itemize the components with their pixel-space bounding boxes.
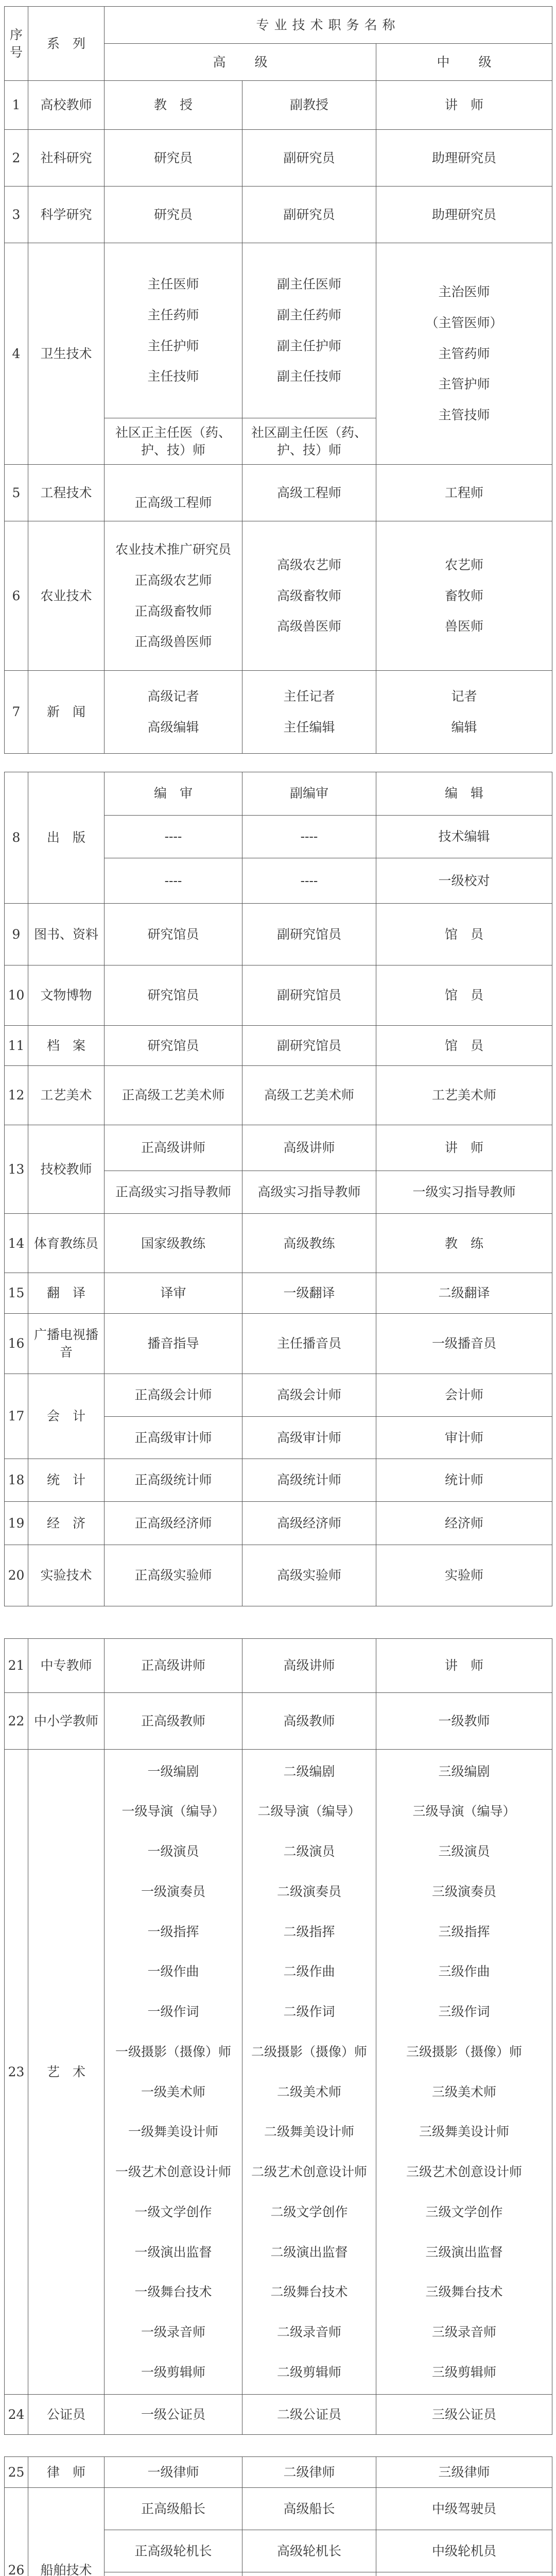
table-row — [5, 1125, 552, 1171]
row-vice: 高级教练 — [242, 1214, 376, 1273]
row-no: 19 — [5, 1502, 28, 1545]
row-high — [105, 1750, 242, 2395]
row-high: 播音指导 — [105, 1313, 242, 1374]
title-item: 编辑 — [451, 720, 477, 735]
title-item: 三级录音师 — [431, 2325, 496, 2340]
title-item: 三级摄影（摄像）师 — [406, 2044, 522, 2059]
title-item: 三级作词 — [438, 2004, 490, 2019]
title-table-part-3 — [4, 1638, 552, 2435]
row-series: 经 济 — [28, 1502, 105, 1545]
header-series: 系 列 — [28, 7, 105, 81]
table-row — [5, 1066, 552, 1125]
row-vice: 高级工程师 — [242, 465, 376, 521]
table-row — [5, 1545, 552, 1606]
row-vice: 副教授 — [242, 81, 376, 130]
row-series: 翻 译 — [28, 1273, 105, 1313]
row-vice: ---- — [242, 815, 376, 858]
row-high: ---- — [105, 858, 242, 904]
row-series: 工艺美术 — [28, 1066, 105, 1125]
row-high: 正高级工程师 — [105, 465, 242, 521]
row-mid: 助理研究员 — [376, 130, 552, 187]
row-series: 船舶技术 — [28, 2488, 105, 2576]
row-mid: 工艺美术师 — [376, 1066, 552, 1125]
row-vice: 主任播音员 — [242, 1313, 376, 1374]
row-vice: 高级会计师 — [242, 1374, 376, 1417]
title-item: 一级演奏员 — [141, 1884, 205, 1899]
row-no: 5 — [5, 465, 28, 521]
row-no: 2 — [5, 130, 28, 187]
title-item: 二级舞台技术 — [270, 2284, 348, 2300]
row-mid: 教 练 — [376, 1214, 552, 1273]
title-item: 农艺师 — [444, 557, 483, 572]
title-item: 二级作词 — [283, 2004, 335, 2019]
row-mid: 工程师 — [376, 465, 552, 521]
row-high — [105, 243, 242, 418]
row-mid — [376, 243, 552, 465]
row-mid: 馆 员 — [376, 903, 552, 965]
row-mid: 审计师 — [376, 1417, 552, 1459]
row-mid: 一级播音员 — [376, 1313, 552, 1374]
table-row — [5, 903, 552, 965]
title-table-part-4 — [4, 2456, 552, 2576]
row-high: 正高级轮机长 — [105, 2530, 242, 2572]
table-row — [5, 1214, 552, 1273]
table-row — [5, 2395, 552, 2435]
row-series: 会 计 — [28, 1374, 105, 1459]
row-mid: 讲 师 — [376, 81, 552, 130]
title-item: 二级编剧 — [283, 1764, 335, 1779]
row-mid: 技术编辑 — [376, 815, 552, 858]
row-mid: 一级教师 — [376, 1693, 552, 1750]
row-vice: 副编审 — [242, 772, 376, 816]
row-no: 6 — [5, 521, 28, 671]
title-item: 高级编辑 — [147, 720, 199, 735]
row-mid — [376, 671, 552, 754]
title-item: 二级演员 — [283, 1844, 335, 1859]
title-item: 一级美术师 — [141, 2084, 205, 2099]
title-item: （主管医师） — [425, 315, 503, 330]
row-high: 研究馆员 — [105, 1025, 242, 1065]
title-item: 主管技师 — [438, 408, 490, 423]
row-vice — [242, 521, 376, 671]
title-item: 一级文学创作 — [134, 2204, 212, 2219]
table-row — [5, 1750, 552, 2395]
row-mid: 中级轮机员 — [376, 2530, 552, 2572]
title-item: 主任技师 — [147, 369, 199, 384]
title-item: 一级导演（编导） — [121, 1804, 225, 1819]
title-table-part-2 — [4, 772, 552, 1606]
row-high: 研究员 — [105, 130, 242, 187]
row-high: 正高级讲师 — [105, 1125, 242, 1171]
row-high — [105, 2572, 242, 2576]
header-title — [105, 7, 552, 44]
title-item: 一级编剧 — [147, 1764, 199, 1779]
title-item: 二级导演（编导） — [257, 1804, 361, 1819]
table-row — [5, 1374, 552, 1417]
row-series: 档 案 — [28, 1025, 105, 1065]
row-high: 正高级教师 — [105, 1693, 242, 1750]
title-item: 一级录音师 — [141, 2325, 205, 2340]
title-item: 三级演奏员 — [431, 1884, 496, 1899]
row-high: 正高级会计师 — [105, 1374, 242, 1417]
title-item: 二级摄影（摄像）师 — [251, 2044, 367, 2059]
title-item: 主管护师 — [438, 377, 490, 392]
table-row — [5, 1502, 552, 1545]
row-high: 研究员 — [105, 187, 242, 243]
row-no: 12 — [5, 1066, 28, 1125]
row-no: 3 — [5, 187, 28, 243]
title-item: 一级舞台技术 — [134, 2284, 212, 2300]
table-row — [5, 465, 552, 521]
title-item: 二级美术师 — [276, 2084, 341, 2099]
row-vice: 二级公证员 — [242, 2395, 376, 2435]
row-vice: 副研究馆员 — [242, 1025, 376, 1065]
row-mid — [376, 2572, 552, 2576]
title-item: 副主任医师 — [276, 277, 341, 292]
title-item: 高级兽医师 — [276, 619, 341, 634]
table-row — [5, 671, 552, 754]
header-high-text: 高级 — [213, 54, 297, 70]
row-high: 编 审 — [105, 772, 242, 816]
title-table-part-1 — [4, 6, 552, 754]
row-vice — [242, 671, 376, 754]
title-item: 正高级兽医师 — [134, 634, 212, 650]
title-item: 一级演出监督 — [134, 2244, 212, 2260]
title-item: 一级摄影（摄像）师 — [115, 2044, 231, 2059]
row-vice: 副研究员 — [242, 187, 376, 243]
title-item: 副主任药师 — [276, 307, 341, 323]
row-no: 22 — [5, 1693, 28, 1750]
row-series: 统 计 — [28, 1459, 105, 1502]
row-series: 出 版 — [28, 772, 105, 904]
row-series: 文物博物 — [28, 965, 105, 1025]
row-high: 正高级审计师 — [105, 1417, 242, 1459]
title-item: 高级畜牧师 — [276, 588, 341, 603]
table-row — [5, 1459, 552, 1502]
row-mid: 二级翻译 — [376, 1273, 552, 1313]
title-item: 三级艺术创意设计师 — [406, 2164, 522, 2179]
header-no: 序号 — [5, 7, 28, 81]
title-item: 三级舞美设计师 — [419, 2124, 509, 2140]
row-high: ---- — [105, 815, 242, 858]
title-item: 三级舞台技术 — [425, 2284, 503, 2300]
title-item: 二级演出监督 — [270, 2244, 348, 2260]
title-item: 主任药师 — [147, 307, 199, 323]
title-item: 副主任技师 — [276, 369, 341, 384]
row-mid: 讲 师 — [376, 1639, 552, 1693]
row-vice: 高级轮机长 — [242, 2530, 376, 2572]
title-item: 主管药师 — [438, 346, 490, 361]
title-item: 二级作曲 — [283, 1964, 335, 1979]
row-vice — [242, 1750, 376, 2395]
title-item: 畜牧师 — [444, 588, 483, 603]
row-mid: 馆 员 — [376, 965, 552, 1025]
header-high — [105, 44, 376, 81]
row-series: 卫生技术 — [28, 243, 105, 465]
title-item: 主任编辑 — [283, 720, 335, 735]
row-high: 正高级实验师 — [105, 1545, 242, 1606]
row-mid: 助理研究员 — [376, 187, 552, 243]
row-high: 正高级工艺美术师 — [105, 1066, 242, 1125]
row-mid: 一级校对 — [376, 858, 552, 904]
title-item: 主治医师 — [438, 284, 490, 300]
row-series: 中小学教师 — [28, 1693, 105, 1750]
row-series: 公证员 — [28, 2395, 105, 2435]
row-vice: 高级教师 — [242, 1693, 376, 1750]
row-no: 11 — [5, 1025, 28, 1065]
row-vice — [242, 2572, 376, 2576]
title-item: 农业技术推广研究员 — [115, 542, 231, 557]
row-mid: 三级律师 — [376, 2457, 552, 2488]
title-item: 一级指挥 — [147, 1924, 199, 1939]
title-item: 正高级畜牧师 — [134, 603, 212, 619]
row-no: 25 — [5, 2457, 28, 2488]
title-item: 高级记者 — [147, 689, 199, 704]
title-item: 二级艺术创意设计师 — [251, 2164, 367, 2179]
title-item: 二级演奏员 — [276, 1884, 341, 1899]
table-row — [5, 1273, 552, 1313]
row-vice: 一级翻译 — [242, 1273, 376, 1313]
header-mid — [376, 44, 552, 81]
table-row — [5, 130, 552, 187]
row-series: 图书、资料 — [28, 903, 105, 965]
row-mid: 馆 员 — [376, 1025, 552, 1065]
row-series: 工程技术 — [28, 465, 105, 521]
row-mid: 三级公证员 — [376, 2395, 552, 2435]
row-series: 实验技术 — [28, 1545, 105, 1606]
table-row — [5, 521, 552, 671]
title-item: 正高级农艺师 — [134, 572, 212, 588]
row-high: 正高级实习指导教师 — [105, 1171, 242, 1214]
title-item: 一级作曲 — [147, 1964, 199, 1979]
row-mid — [376, 521, 552, 671]
row-mid: 中级驾驶员 — [376, 2488, 552, 2530]
row-no: 21 — [5, 1639, 28, 1693]
row-vice: 高级实习指导教师 — [242, 1171, 376, 1214]
row-high: 一级公证员 — [105, 2395, 242, 2435]
row-series: 中专教师 — [28, 1639, 105, 1693]
title-item: 三级文学创作 — [425, 2204, 503, 2219]
row-no: 15 — [5, 1273, 28, 1313]
header-row — [5, 7, 552, 44]
row-high — [105, 671, 242, 754]
title-item: 三级作曲 — [438, 1964, 490, 1979]
row-vice: 副研究馆员 — [242, 903, 376, 965]
title-item: 三级演员 — [438, 1844, 490, 1859]
header-mid-text: 中级 — [437, 54, 520, 70]
title-item: 主任医师 — [147, 277, 199, 292]
row-high: 正高级经济师 — [105, 1502, 242, 1545]
title-item: 三级剪辑师 — [431, 2364, 496, 2380]
title-item: 主任记者 — [283, 689, 335, 704]
row-mid: 实验师 — [376, 1545, 552, 1606]
row-high: 研究馆员 — [105, 903, 242, 965]
row-no: 26 — [5, 2488, 28, 2576]
row-high: 一级律师 — [105, 2457, 242, 2488]
row-no: 17 — [5, 1374, 28, 1459]
row-mid: 一级实习指导教师 — [376, 1171, 552, 1214]
title-item: 二级文学创作 — [270, 2204, 348, 2219]
row-series: 技校教师 — [28, 1125, 105, 1214]
row-vice: 二级律师 — [242, 2457, 376, 2488]
table-row — [5, 1025, 552, 1065]
row-no: 20 — [5, 1545, 28, 1606]
title-item: 副主任护师 — [276, 338, 341, 353]
row-vice: 高级讲师 — [242, 1639, 376, 1693]
row-high: 正高级统计师 — [105, 1459, 242, 1502]
title-item: 三级美术师 — [431, 2084, 496, 2099]
row-vice: 高级工艺美术师 — [242, 1066, 376, 1125]
title-item: 一级舞美设计师 — [128, 2124, 218, 2140]
row-series: 广播电视播音 — [28, 1313, 105, 1374]
row-high: 国家级教练 — [105, 1214, 242, 1273]
title-item: 一级作词 — [147, 2004, 199, 2019]
row-vice: ---- — [242, 858, 376, 904]
table-row — [5, 1313, 552, 1374]
title-item: 二级剪辑师 — [276, 2364, 341, 2380]
table-row — [5, 1693, 552, 1750]
row-no: 1 — [5, 81, 28, 130]
row-vice: 副研究员 — [242, 130, 376, 187]
row-mid: 编 辑 — [376, 772, 552, 816]
row-vice: 高级统计师 — [242, 1459, 376, 1502]
row-high: 社区正主任医（药、护、技）师 — [105, 418, 242, 465]
row-vice: 高级经济师 — [242, 1502, 376, 1545]
row-no: 23 — [5, 1750, 28, 2395]
row-no: 8 — [5, 772, 28, 904]
row-vice: 社区副主任医（药、护、技）师 — [242, 418, 376, 465]
row-high — [105, 521, 242, 671]
row-series: 高校教师 — [28, 81, 105, 130]
row-vice: 高级讲师 — [242, 1125, 376, 1171]
row-mid: 经济师 — [376, 1502, 552, 1545]
row-vice: 高级审计师 — [242, 1417, 376, 1459]
table-row — [5, 965, 552, 1025]
row-series: 律 师 — [28, 2457, 105, 2488]
title-item: 二级舞美设计师 — [264, 2124, 354, 2140]
title-item: 二级指挥 — [283, 1924, 335, 1939]
row-vice — [242, 243, 376, 418]
row-vice: 副研究馆员 — [242, 965, 376, 1025]
table-row — [5, 1639, 552, 1693]
table-row — [5, 243, 552, 418]
title-item: 一级演员 — [147, 1844, 199, 1859]
table-row — [5, 187, 552, 243]
table-row — [5, 772, 552, 816]
title-item: 高级农艺师 — [276, 557, 341, 572]
title-item: 三级演出监督 — [425, 2244, 503, 2260]
row-no: 13 — [5, 1125, 28, 1214]
row-vice: 高级实验师 — [242, 1545, 376, 1606]
row-series: 体育教练员 — [28, 1214, 105, 1273]
row-high: 研究馆员 — [105, 965, 242, 1025]
header-title-text: 专业技术职务名称 — [256, 17, 401, 32]
title-item: 三级编剧 — [438, 1764, 490, 1779]
table-row — [5, 81, 552, 130]
row-vice: 高级船长 — [242, 2488, 376, 2530]
row-mid: 会计师 — [376, 1374, 552, 1417]
row-no: 16 — [5, 1313, 28, 1374]
row-series: 社科研究 — [28, 130, 105, 187]
row-no: 9 — [5, 903, 28, 965]
row-high: 正高级讲师 — [105, 1639, 242, 1693]
row-no: 10 — [5, 965, 28, 1025]
title-item: 记者 — [451, 689, 477, 704]
table-row — [5, 2488, 552, 2530]
title-item: 一级艺术创意设计师 — [115, 2164, 231, 2179]
row-series: 科学研究 — [28, 187, 105, 243]
title-item: 二级录音师 — [276, 2325, 341, 2340]
title-item: 主任护师 — [147, 338, 199, 353]
title-item: 兽医师 — [444, 619, 483, 634]
row-no: 24 — [5, 2395, 28, 2435]
row-high: 译审 — [105, 1273, 242, 1313]
table-row — [5, 2457, 552, 2488]
row-no: 4 — [5, 243, 28, 465]
row-mid — [376, 1750, 552, 2395]
title-item: 三级导演（编导） — [412, 1804, 516, 1819]
row-series: 艺 术 — [28, 1750, 105, 2395]
row-mid: 讲 师 — [376, 1125, 552, 1171]
title-item: 三级指挥 — [438, 1924, 490, 1939]
row-no: 18 — [5, 1459, 28, 1502]
row-mid: 统计师 — [376, 1459, 552, 1502]
row-no: 7 — [5, 671, 28, 754]
row-no: 14 — [5, 1214, 28, 1273]
row-series: 新 闻 — [28, 671, 105, 754]
row-high: 正高级船长 — [105, 2488, 242, 2530]
row-high: 教 授 — [105, 81, 242, 130]
row-series: 农业技术 — [28, 521, 105, 671]
title-item: 一级剪辑师 — [141, 2364, 205, 2380]
